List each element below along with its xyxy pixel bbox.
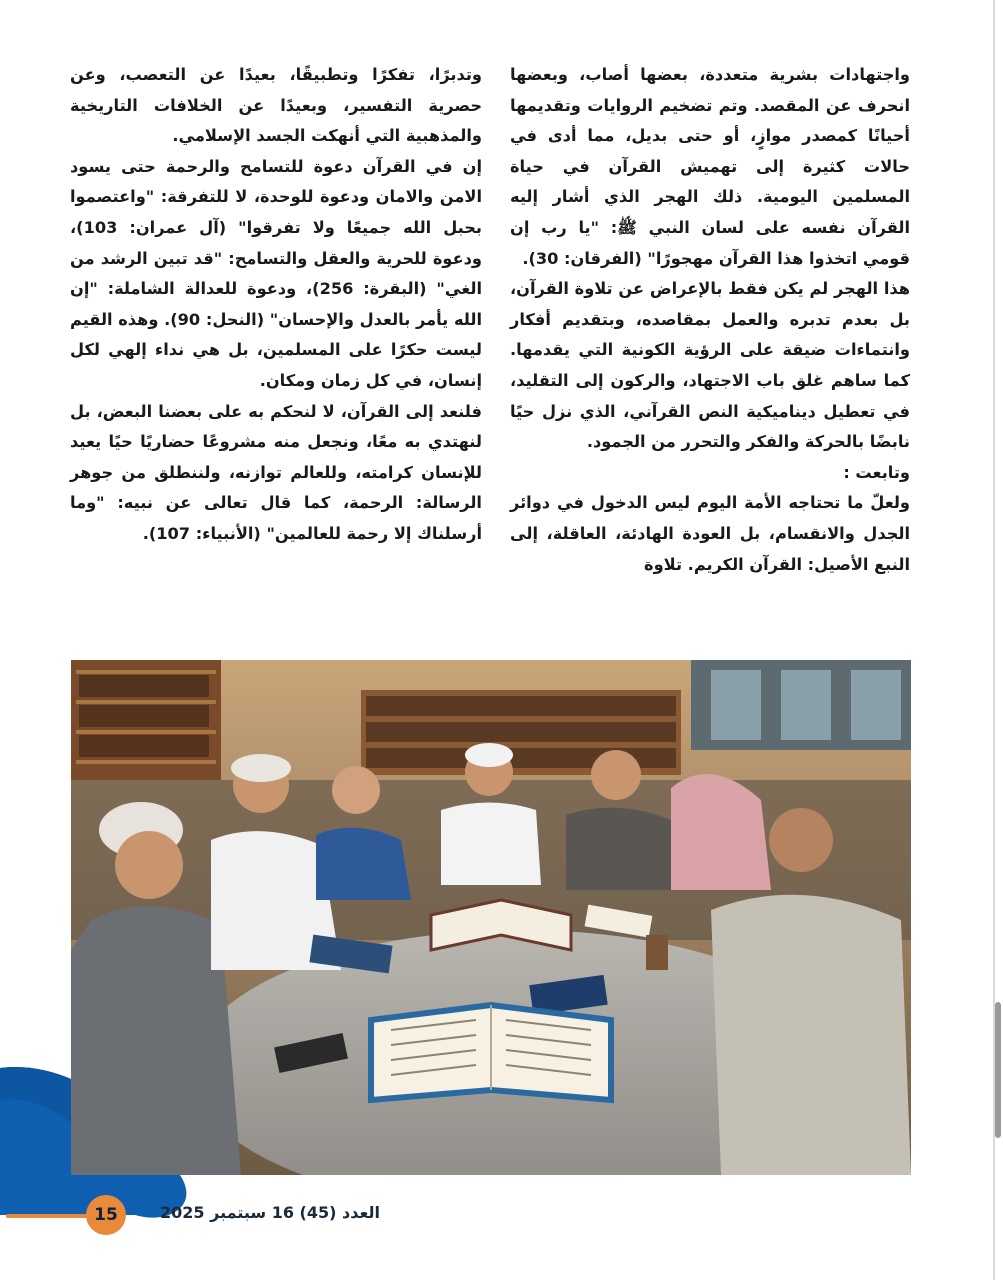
paragraph: فلنعد إلى القرآن، لا لنحكم به على بعضنا البعض، بل لنهتدي به معًا، ونجعل منه مشروعًا حضاريًا حيًا يعيد للإنسان كرامته، وللعالم توازنه، ولننطلق من جوهر الرسالة: الرحمة، كما قال تعالى عن نبيه: "وما أرسلناك إلا رحمة للعالمين" (الأنبياء: 107). (70, 401, 482, 543)
footer-accent-line (6, 1214, 90, 1218)
paragraph: واجتهادات بشرية متعددة، بعضها أصاب، وبعضها انحرف عن المقصد. وتم تضخيم الروايات وتقديمها أحيانًا كمصدر موازٍ، أو حتى بديل، مما أدى في حالات كثيرة إلى تهميش القرآن في حياة المسلمين اليومية. ذلك الهجر الذي أشار إليه القرآن نفسه على لسان النبي ﷺ: "يا رب إن قومي اتخذوا هذا القرآن مهجورًا" (الفرقان: 30). (510, 65, 910, 268)
right-text-column (510, 60, 910, 580)
left-text-column (70, 60, 482, 550)
paragraph: وتدبرًا، تفكرًا وتطبيقًا، بعيدًا عن التعصب، وعن حصرية التفسير، وبعيدًا عن الخلافات التاريخية والمذهبية التي أنهكت الجسد الإسلامي. (70, 65, 482, 146)
paragraph: هذا الهجر لم يكن فقط بالإعراض عن تلاوة القرآن، بل بعدم تدبره والعمل بمقاصده، وبتقديم أفكار وانتماءات ضيقة على الرؤية الكونية التي يقدمها. كما ساهم غلق باب الاجتهاد، والركون إلى التقليد، في تعطيل ديناميكية النص القرآني، الذي نزل حيًا نابضًا بالحركة والفكر والتحرر من الجمود. (510, 279, 910, 452)
paragraph: وتابعت : (843, 462, 910, 482)
library-discussion-photo (71, 660, 911, 1175)
paragraph: ولعلّ ما تحتاجه الأمة اليوم ليس الدخول في دوائر الجدل والانقسام، بل العودة الهادئة، العاقلة، إلى النبع الأصيل: القرآن الكريم. تلاوة (510, 493, 910, 574)
issue-info: العدد (45) 16 سبتمبر 2025 (160, 1203, 380, 1222)
page-number: 15 (86, 1195, 126, 1235)
photo-illustration (71, 660, 911, 1175)
paragraph: إن في القرآن دعوة للتسامح والرحمة حتى يسود الامن والامان ودعوة للوحدة، لا للتفرقة: "واعتصموا بحبل الله جميعًا ولا تفرقوا" (آل عمران: 103)، ودعوة للحرية والعقل والتسامح: "قد تبين الرشد من الغي" (البقرة: 256)، ودعوة للعدالة الشاملة: "إن الله يأمر بالعدل والإحسان" (النحل: 90). وهذه القيم ليست حكرًا على المسلمين، بل هي نداء إلهي لكل إنسان، في كل زمان ومكان. (70, 156, 482, 390)
